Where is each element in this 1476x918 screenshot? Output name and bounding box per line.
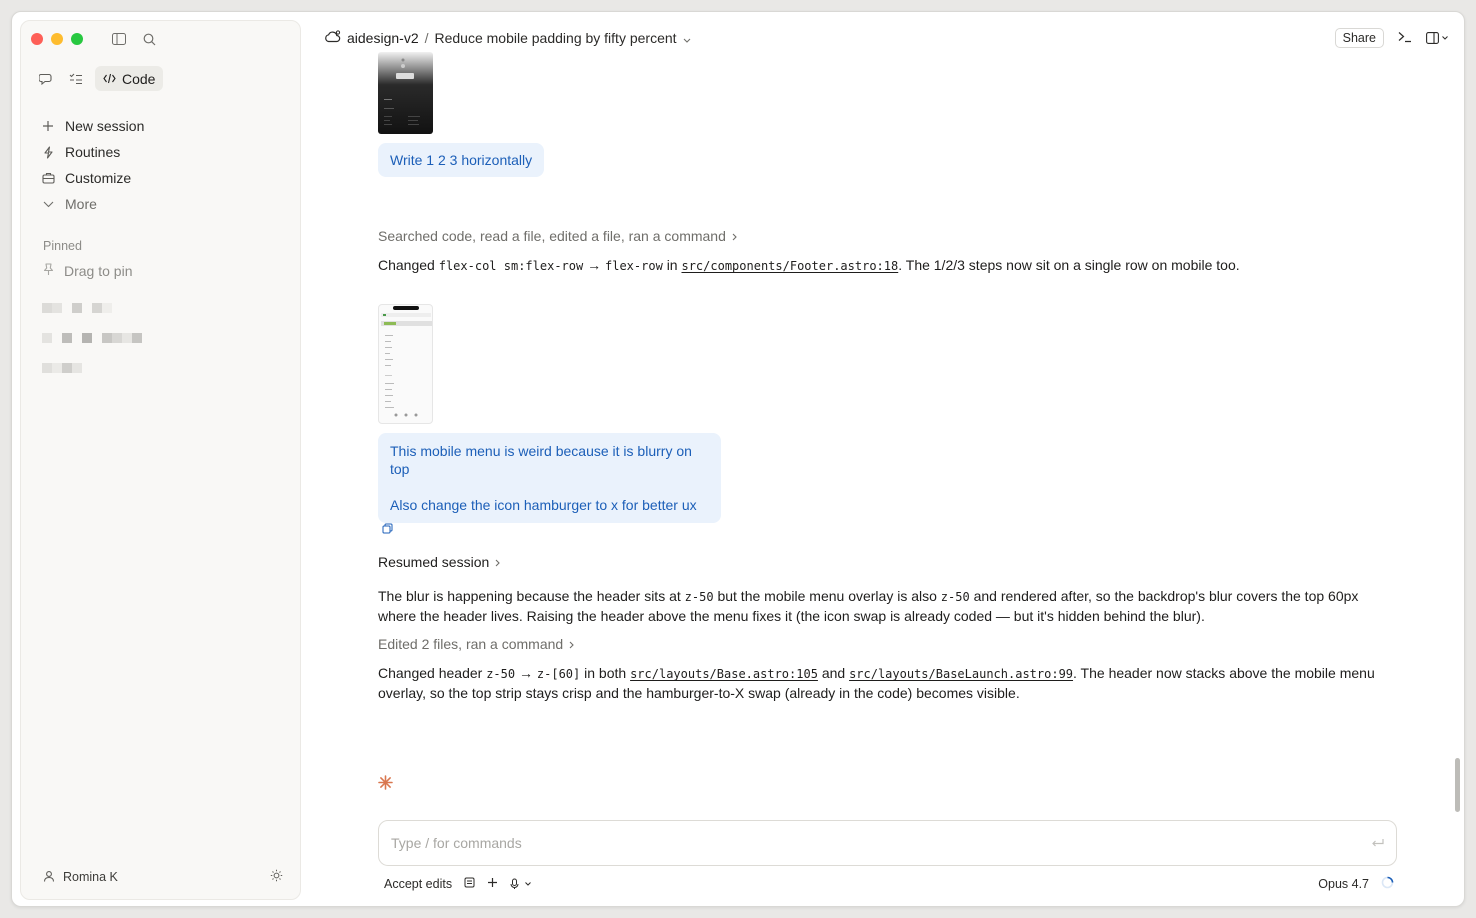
mode-switcher — [35, 66, 163, 91]
sidebar-nav — [35, 113, 285, 217]
tool-summary[interactable] — [378, 228, 737, 244]
assistant-reply — [378, 664, 1388, 703]
bolt-icon — [41, 145, 55, 159]
reply-text: in both — [584, 665, 627, 681]
reply-text: . The 1/2/3 steps now sit on a single row on mobile too. — [898, 257, 1240, 273]
document-icon[interactable] — [464, 877, 475, 891]
tasks-mode-icon[interactable] — [65, 68, 87, 90]
microphone-icon[interactable] — [510, 878, 531, 890]
resumed-session-toggle[interactable] — [378, 554, 500, 570]
scrollbar[interactable] — [1455, 758, 1460, 812]
redacted-session-item[interactable] — [42, 333, 142, 343]
chat-mode-icon[interactable] — [35, 68, 57, 90]
sidebar-item-label: Routines — [65, 144, 121, 160]
message-composer — [378, 820, 1397, 866]
file-link[interactable]: src/components/Footer.astro:18 — [681, 259, 899, 273]
user-footer — [43, 869, 283, 885]
app-window — [11, 11, 1465, 907]
reply-text: The blur is happening because the header sits at — [378, 588, 681, 604]
message-input[interactable] — [391, 835, 1291, 851]
inline-code: z-[60] — [536, 667, 581, 681]
reply-text: but the mobile menu overlay is also — [717, 588, 937, 604]
session-title[interactable]: Reduce mobile padding by fifty percent — [434, 30, 677, 46]
copy-icon[interactable] — [382, 521, 393, 537]
plus-icon[interactable] — [487, 877, 498, 891]
sidebar-item-customize[interactable] — [35, 165, 285, 191]
tool-summary-text: Searched code, read a file, edited a file, ran a command — [378, 228, 726, 244]
sun-theme-icon[interactable] — [270, 869, 283, 885]
spark-loading-icon — [378, 774, 393, 795]
redacted-session-item[interactable] — [42, 363, 142, 373]
sidebar-item-label: More — [65, 196, 97, 212]
inline-code: z-50 — [486, 667, 516, 681]
code-mode-label: Code — [122, 70, 156, 87]
reply-text: Changed header — [378, 665, 483, 681]
search-icon[interactable] — [140, 30, 158, 48]
sidebar-item-label: New session — [65, 118, 145, 134]
chevron-right-icon — [495, 554, 500, 570]
terminal-icon[interactable] — [1398, 30, 1412, 46]
resumed-session-label: Resumed session — [378, 554, 490, 570]
chevron-right-icon — [732, 228, 737, 244]
reply-text: . The header now stacks above the mobile menu overlay, so the top strip stays crisp and the hamburger-to-X swap (already in the code) becomes visible. — [378, 665, 1375, 701]
panel-toggle-icon[interactable] — [1426, 32, 1448, 44]
attached-screenshot-thumbnail[interactable] — [378, 304, 433, 424]
maximize-window-button[interactable] — [71, 33, 83, 45]
reply-text: in — [666, 257, 678, 273]
sidebar-top-icons — [110, 30, 158, 48]
sidebar-item-new-session[interactable] — [35, 113, 285, 139]
reply-text: Changed — [378, 257, 435, 273]
chevron-down-icon[interactable] — [683, 30, 691, 46]
code-mode-tab[interactable] — [95, 66, 163, 91]
pinned-section-label: Pinned — [43, 239, 82, 253]
accept-edits-toggle[interactable]: Accept edits — [384, 877, 453, 891]
user-message — [378, 143, 544, 177]
arrow-text: → — [519, 665, 533, 681]
user-name: Romina K — [63, 870, 118, 884]
model-selector[interactable]: Opus 4.7 — [1318, 877, 1369, 891]
project-name[interactable]: aidesign-v2 — [347, 30, 419, 46]
arrow-text: → — [587, 257, 602, 273]
drag-to-pin-label: Drag to pin — [64, 263, 133, 279]
breadcrumb-separator: / — [424, 30, 429, 46]
briefcase-icon — [41, 171, 55, 185]
tool-summary-text: Edited 2 files, ran a command — [378, 636, 564, 652]
user-message — [378, 433, 721, 523]
inline-code: flex-row — [605, 259, 663, 273]
user-icon — [43, 870, 55, 885]
plus-icon — [41, 119, 55, 133]
tool-summary[interactable] — [378, 636, 574, 652]
code-icon — [103, 71, 116, 87]
close-window-button[interactable] — [31, 33, 43, 45]
composer-toolbar-left — [384, 877, 531, 891]
sidebar-item-more[interactable] — [35, 191, 285, 217]
attached-screenshot-thumbnail[interactable] — [378, 52, 433, 134]
inline-code: z-50 — [940, 590, 970, 604]
composer-toolbar-right — [1318, 876, 1394, 892]
sidebar — [20, 20, 301, 900]
cloud-icon — [324, 30, 341, 46]
chevron-down-icon — [41, 197, 55, 211]
sidebar-item-label: Customize — [65, 170, 132, 186]
reply-text: and rendered after, so the backdrop's blur covers the top 60px where the header lives. Raising the header above the menu fixes it (the icon swap is already coded — but it's hidden behind the blur). — [378, 588, 1359, 624]
sidebar-item-routines[interactable] — [35, 139, 285, 165]
share-button[interactable]: Share — [1335, 28, 1384, 48]
pin-icon — [43, 263, 54, 279]
user-message-text: Also change the icon hamburger to x for better ux — [390, 497, 697, 513]
user-account[interactable] — [43, 870, 118, 885]
breadcrumb — [324, 30, 691, 46]
file-link[interactable]: src/layouts/Base.astro:105 — [630, 667, 818, 681]
redacted-session-list — [42, 303, 142, 393]
minimize-window-button[interactable] — [51, 33, 63, 45]
assistant-reply — [378, 587, 1388, 626]
user-message-text: Write 1 2 3 horizontally — [390, 152, 533, 168]
file-link[interactable]: src/layouts/BaseLaunch.astro:99 — [849, 667, 1074, 681]
reply-text: and — [821, 665, 846, 681]
drag-to-pin-hint — [43, 263, 132, 279]
inline-code: flex-col sm:flex-row — [438, 259, 584, 273]
user-message-text: This mobile menu is weird because it is blurry on top — [390, 443, 692, 477]
redacted-session-item[interactable] — [42, 303, 142, 313]
header-actions — [1335, 28, 1448, 48]
inline-code: z-50 — [684, 590, 714, 604]
assistant-reply — [378, 256, 1388, 276]
enter-icon[interactable] — [1371, 835, 1384, 851]
sidebar-toggle-icon[interactable] — [110, 30, 128, 48]
chevron-right-icon — [569, 636, 574, 652]
window-controls — [31, 33, 83, 45]
composer-toolbar — [384, 876, 1394, 892]
loading-spinner-icon — [1381, 876, 1394, 892]
session-header — [324, 26, 1448, 50]
